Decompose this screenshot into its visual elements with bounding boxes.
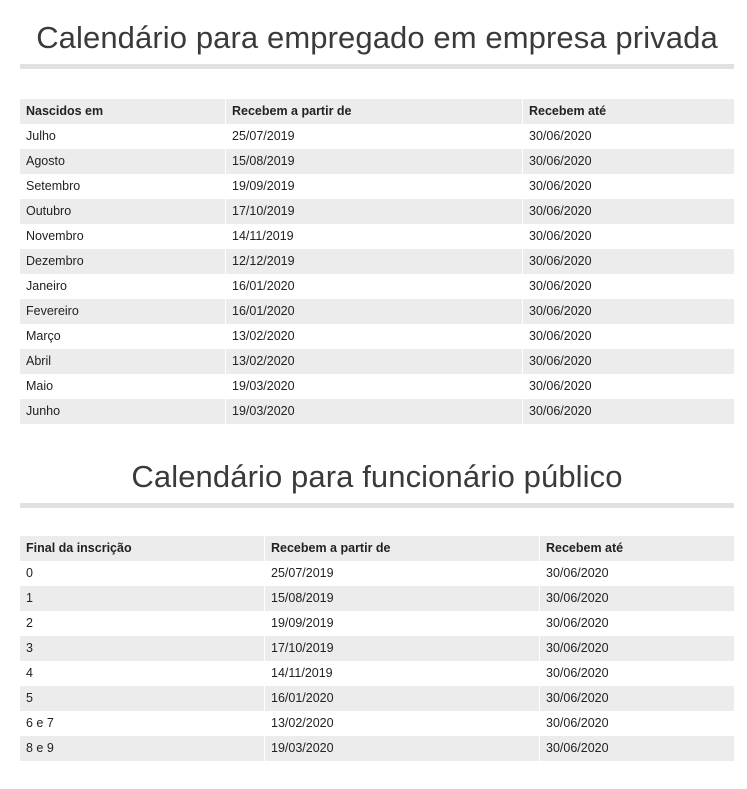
cell-start-date: 19/09/2019: [225, 174, 522, 199]
public-calendar-title: Calendário para funcionário público: [131, 459, 623, 494]
public-servant-section: [20, 457, 734, 761]
cell-start-date: 17/10/2019: [225, 199, 522, 224]
table-row: [20, 349, 734, 374]
cell-end-date: 30/06/2020: [539, 561, 734, 586]
cell-end-date: 30/06/2020: [539, 686, 734, 711]
cell-start-date: 16/01/2020: [264, 686, 539, 711]
cell-end-date: 30/06/2020: [522, 399, 734, 424]
cell-group: Outubro: [20, 199, 225, 224]
table-row: [20, 324, 734, 349]
cell-group: 6 e 7: [20, 711, 264, 736]
private-table-body: [20, 124, 734, 424]
cell-group: Fevereiro: [20, 299, 225, 324]
table-header-row: [20, 536, 734, 561]
cell-start-date: 19/03/2020: [225, 374, 522, 399]
table-row: [20, 561, 734, 586]
table-row: [20, 636, 734, 661]
cell-end-date: 30/06/2020: [522, 224, 734, 249]
cell-group: Abril: [20, 349, 225, 374]
public-calendar-table: [20, 536, 734, 761]
column-header-receive-until: Recebem até: [522, 99, 734, 124]
cell-start-date: 25/07/2019: [264, 561, 539, 586]
cell-start-date: 15/08/2019: [225, 149, 522, 174]
column-header-born-in: Nascidos em: [20, 99, 225, 124]
cell-group: 5: [20, 686, 264, 711]
private-calendar-title: Calendário para empregado em empresa privada: [36, 20, 718, 55]
cell-end-date: 30/06/2020: [539, 711, 734, 736]
cell-start-date: 19/03/2020: [264, 736, 539, 761]
table-row: [20, 711, 734, 736]
table-row: [20, 149, 734, 174]
public-table-body: [20, 561, 734, 761]
cell-end-date: 30/06/2020: [522, 274, 734, 299]
table-row: [20, 199, 734, 224]
table-row: [20, 686, 734, 711]
cell-start-date: 13/02/2020: [225, 324, 522, 349]
cell-start-date: 14/11/2019: [225, 224, 522, 249]
table-row: [20, 274, 734, 299]
table-row: [20, 224, 734, 249]
title-divider: [20, 64, 734, 69]
cell-end-date: 30/06/2020: [522, 249, 734, 274]
cell-start-date: 14/11/2019: [264, 661, 539, 686]
cell-group: Junho: [20, 399, 225, 424]
cell-start-date: 17/10/2019: [264, 636, 539, 661]
cell-end-date: 30/06/2020: [522, 349, 734, 374]
table-row: [20, 299, 734, 324]
cell-end-date: 30/06/2020: [522, 199, 734, 224]
cell-start-date: 19/09/2019: [264, 611, 539, 636]
cell-start-date: 15/08/2019: [264, 586, 539, 611]
table-row: [20, 174, 734, 199]
cell-group: Setembro: [20, 174, 225, 199]
cell-group: Maio: [20, 374, 225, 399]
cell-end-date: 30/06/2020: [522, 374, 734, 399]
table-row: [20, 374, 734, 399]
title-divider: [20, 503, 734, 508]
cell-group: Julho: [20, 124, 225, 149]
table-row: [20, 249, 734, 274]
cell-group: 2: [20, 611, 264, 636]
cell-end-date: 30/06/2020: [522, 149, 734, 174]
cell-end-date: 30/06/2020: [539, 661, 734, 686]
cell-group: 0: [20, 561, 264, 586]
cell-end-date: 30/06/2020: [522, 299, 734, 324]
column-header-registration-ending: Final da inscrição: [20, 536, 264, 561]
cell-group: Novembro: [20, 224, 225, 249]
cell-group: Janeiro: [20, 274, 225, 299]
cell-start-date: 12/12/2019: [225, 249, 522, 274]
cell-group: 1: [20, 586, 264, 611]
cell-end-date: 30/06/2020: [522, 124, 734, 149]
cell-start-date: 19/03/2020: [225, 399, 522, 424]
cell-group: 8 e 9: [20, 736, 264, 761]
cell-end-date: 30/06/2020: [522, 324, 734, 349]
cell-start-date: 16/01/2020: [225, 299, 522, 324]
cell-end-date: 30/06/2020: [539, 611, 734, 636]
table-row: [20, 736, 734, 761]
table-row: [20, 586, 734, 611]
cell-start-date: 16/01/2020: [225, 274, 522, 299]
private-employee-section: [20, 18, 734, 424]
cell-group: Agosto: [20, 149, 225, 174]
cell-group: 4: [20, 661, 264, 686]
table-header-row: [20, 99, 734, 124]
column-header-receive-until: Recebem até: [539, 536, 734, 561]
cell-start-date: 13/02/2020: [264, 711, 539, 736]
table-row: [20, 399, 734, 424]
cell-group: Março: [20, 324, 225, 349]
cell-end-date: 30/06/2020: [522, 174, 734, 199]
cell-group: Dezembro: [20, 249, 225, 274]
cell-start-date: 13/02/2020: [225, 349, 522, 374]
cell-end-date: 30/06/2020: [539, 586, 734, 611]
table-row: [20, 124, 734, 149]
column-header-receive-from: Recebem a partir de: [225, 99, 522, 124]
cell-group: 3: [20, 636, 264, 661]
table-row: [20, 661, 734, 686]
column-header-receive-from: Recebem a partir de: [264, 536, 539, 561]
private-calendar-table: [20, 99, 734, 424]
cell-end-date: 30/06/2020: [539, 636, 734, 661]
cell-end-date: 30/06/2020: [539, 736, 734, 761]
table-row: [20, 611, 734, 636]
cell-start-date: 25/07/2019: [225, 124, 522, 149]
